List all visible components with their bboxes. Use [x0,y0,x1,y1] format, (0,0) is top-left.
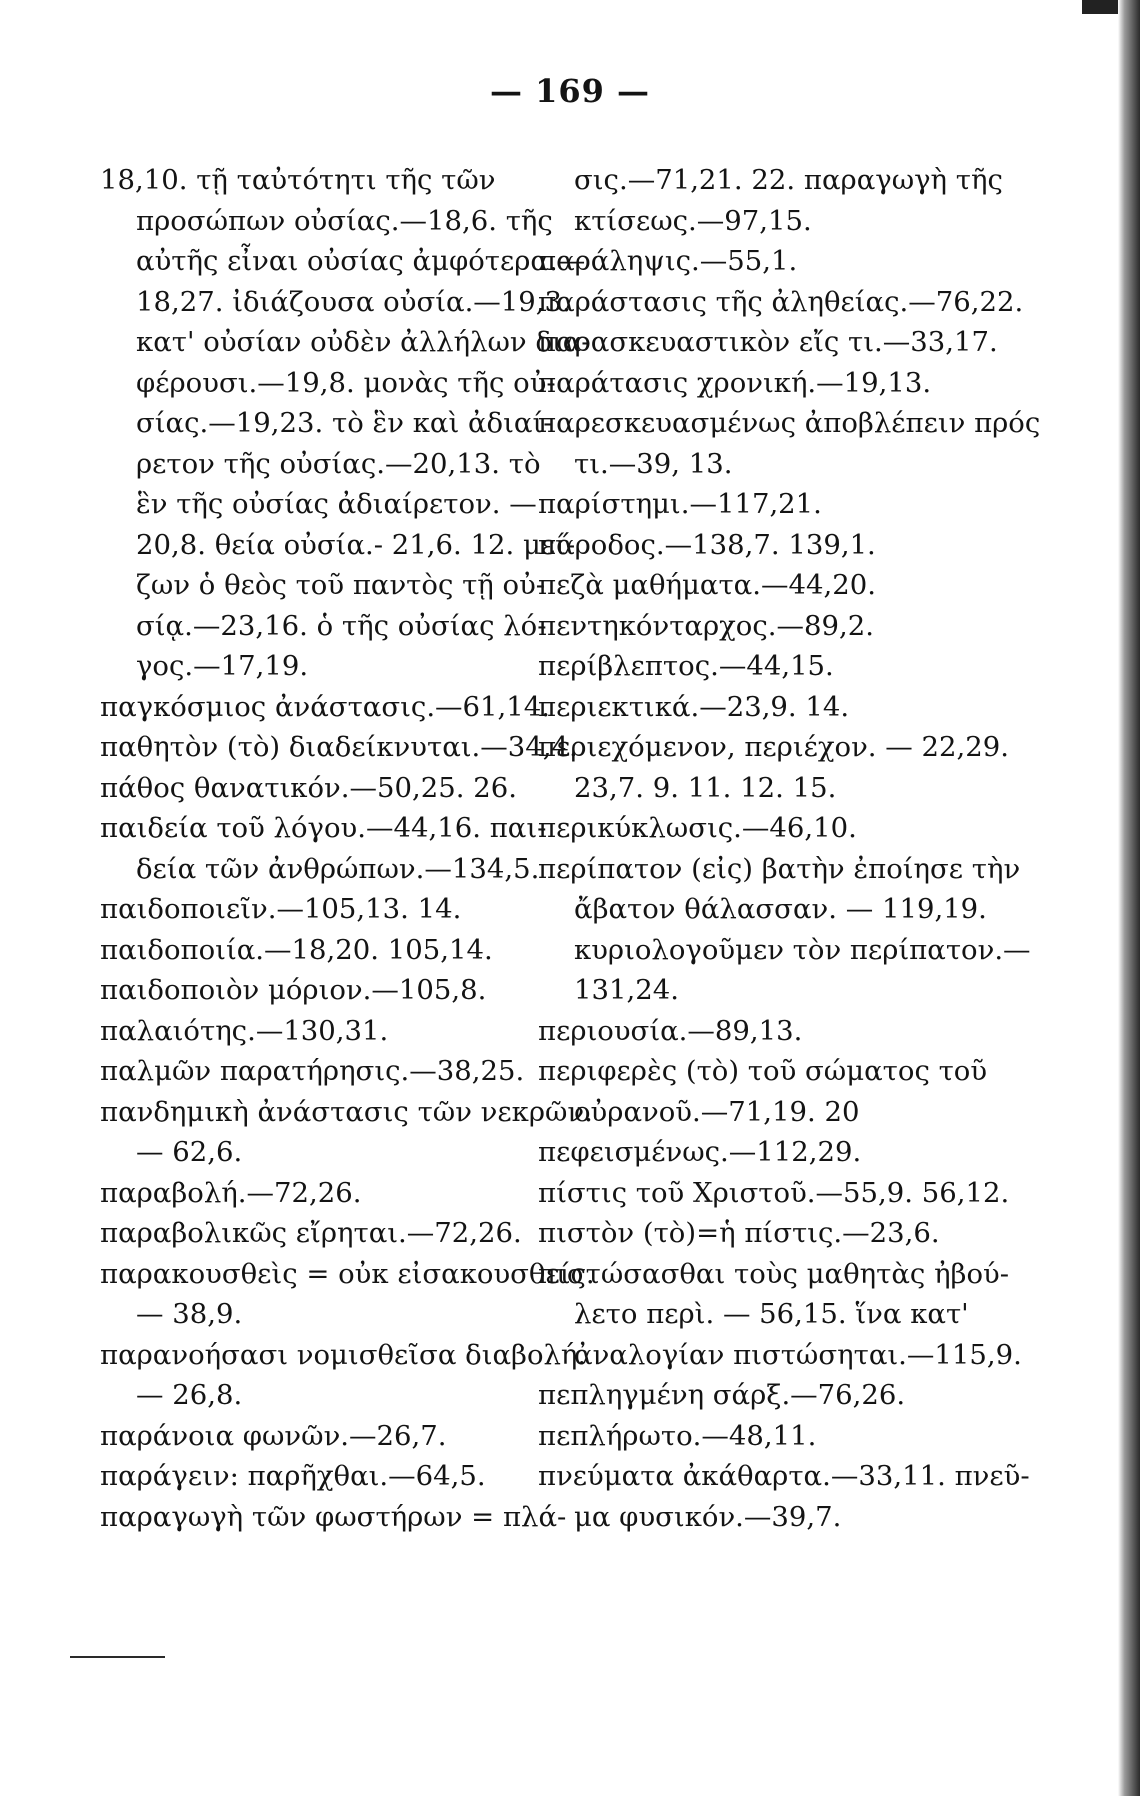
index-column-right [538,160,1040,1537]
index-entry-line: κτίσεως.—97,15. [574,204,812,237]
index-entry-line: πνεύματα ἀκάθαρτα.—33,11. πνεῦ- [538,1460,1030,1492]
index-entry-line: λετο περὶ. — 56,15. ἵνα κατ' [574,1298,969,1330]
index-entry-line: 18,10. τῇ ταὐτότητι τῆς τῶν [100,164,496,196]
index-entry-line: παλμῶν παρατήρησις.—38,25. [100,1055,525,1087]
index-entry-line: παραβολικῶς εἴρηται.—72,26. [100,1217,522,1249]
index-entry-line: ἄβατον θάλασσαν. — 119,19. [574,893,987,925]
footer-rule [70,1656,165,1658]
index-entry-line: πιστώσασθαι τοὺς μαθητὰς ἠβού- [538,1257,1010,1290]
index-entry-line: πανδημικὴ ἀνάστασις τῶν νεκρῶν. [100,1095,593,1128]
index-entry-line: περιφερὲς (τὸ) τοῦ σώματος τοῦ [538,1055,988,1087]
index-entry-line: παράγειν: παρῆχθαι.—64,5. [100,1460,486,1492]
index-entry-line: πεπληγμένη σάρξ.—76,26. [538,1379,906,1411]
index-entry-line: — 26,8. [136,1379,243,1411]
index-entry-line: ἀναλογίαν πιστώσηται.—115,9. [574,1338,1022,1371]
index-entry-line: παρακουσθεὶς = οὐκ εἰσακουσθείς. [100,1257,595,1290]
index-entry-line: πίστις τοῦ Χριστοῦ.—55,9. 56,12. [538,1176,1010,1209]
index-entry-line: παλαιότης.—130,31. [100,1014,389,1047]
index-entry-line: παράληψις.—55,1. [538,245,798,277]
index-entry-line: πεπλήρωτο.—48,11. [538,1419,817,1452]
index-entry-line: σίᾳ.—23,16. ὁ τῆς οὐσίας λό- [136,609,547,642]
index-entry-line: παρίστημι.—117,21. [538,488,822,520]
index-entry-line: παρανοήσασι νομισθεῖσα διαβολή. [100,1338,587,1371]
page-edge-shadow [1118,0,1140,1796]
index-entry-line: περιουσία.—89,13. [538,1014,803,1047]
index-entry-line: 20,8. θεία οὐσία.- 21,6. 12. μεί- [136,528,576,561]
page-number: — 169 — [489,72,651,110]
index-entry-line: περιεκτικά.—23,9. 14. [538,690,850,723]
index-entry-line: παρασκευαστικὸν εἴς τι.—33,17. [538,326,998,358]
index-entry-line: περιεχόμενον, περιέχον. — 22,29. [538,731,1009,763]
index-entry-line: προσώπων οὐσίας.—18,6. τῆς [136,204,553,237]
index-entry-line: — 62,6. [136,1136,243,1168]
index-entry-line: πιστὸν (τὸ)=ἡ πίστις.—23,6. [538,1217,940,1249]
index-entry-line: σίας.—19,23. τὸ ἓν καὶ ἀδιαί- [136,407,553,439]
index-entry-line: ζων ὁ θεὸς τοῦ παντὸς τῇ οὐ- [136,569,546,601]
index-entry-line: περίβλεπτος.—44,15. [538,650,834,682]
index-entry-line: μα φυσικόν.—39,7. [574,1500,842,1533]
index-entry-line: πάροδος.—138,7. 139,1. [538,528,876,561]
index-entry-line: περίπατον (εἰς) βατὴν ἐποίησε τὴν [538,852,1021,885]
index-entry-line: παθητὸν (τὸ) διαδείκνυται.—34,4. [100,731,578,763]
index-entry-line: τι.—39, 13. [574,447,733,480]
index-entry-line: 18,27. ἰδιάζουσα οὐσία.—19,3. [136,285,571,318]
index-entry-line: — 38,9. [136,1298,243,1330]
index-entry-line: γος.—17,19. [136,650,309,682]
index-entry-line: περικύκλωσις.—46,10. [538,812,857,844]
index-entry-line: πάθος θανατικόν.—50,25. 26. [100,771,517,804]
index-entry-line: κατ' οὐσίαν οὐδὲν ἀλλήλων δια- [136,326,591,358]
index-entry-line: σις.—71,21. 22. παραγωγὴ τῆς [574,164,1003,196]
index-column-left [100,160,595,1537]
index-entry-line: παγκόσμιος ἀνάστασις.—61,14. [100,690,551,723]
index-entry-line: παράτασις χρονική.—19,13. [538,366,932,399]
index-entry-line: παρεσκευασμένως ἀποβλέπειν πρός [538,407,1041,439]
index-entry-line: ρετον τῆς οὐσίας.—20,13. τὸ [136,447,541,480]
index-entry-line: φέρουσι.—19,8. μονὰς τῆς οὐ- [136,366,556,399]
index-entry-line: οὐρανοῦ.—71,19. 20 [574,1095,860,1128]
index-entry-line: πεντηκόνταρχος.—89,2. [538,609,874,642]
index-entry-line: παράνοια φωνῶν.—26,7. [100,1419,447,1452]
index-entry-line: ἓν τῆς οὐσίας ἀδιαίρετον. — [136,488,537,520]
index-entry-line: πεζὰ μαθήματα.—44,20. [538,569,876,601]
index-entry-line: παράστασις τῆς ἀληθείας.—76,22. [538,285,1024,318]
index-entry-line: πεφεισμένως.—112,29. [538,1136,862,1168]
index-entry-line: παραγωγὴ τῶν φωστήρων = πλά- [100,1500,567,1533]
index-entry-line: 23,7. 9. 11. 12. 15. [574,771,837,804]
index-entry-line: παραβολή.—72,26. [100,1176,362,1209]
index-entry-line: δεία τῶν ἀνθρώπων.—134,5. [136,852,540,885]
index-entry-line: κυριολογοῦμεν τὸν περίπατον.— [574,933,1031,966]
index-entry-line: αὐτῆς εἶναι οὐσίας ἀμφότερα.— [136,245,586,277]
index-entry-line: παιδεία τοῦ λόγου.—44,16. παι- [100,812,547,844]
index-entry-line: παιδοποιεῖν.—105,13. 14. [100,893,462,925]
index-entry-line: 131,24. [574,974,679,1006]
index-entry-line: παιδοποιὸν μόριον.—105,8. [100,974,487,1006]
index-entry-line: παιδοποιία.—18,20. 105,14. [100,933,493,966]
